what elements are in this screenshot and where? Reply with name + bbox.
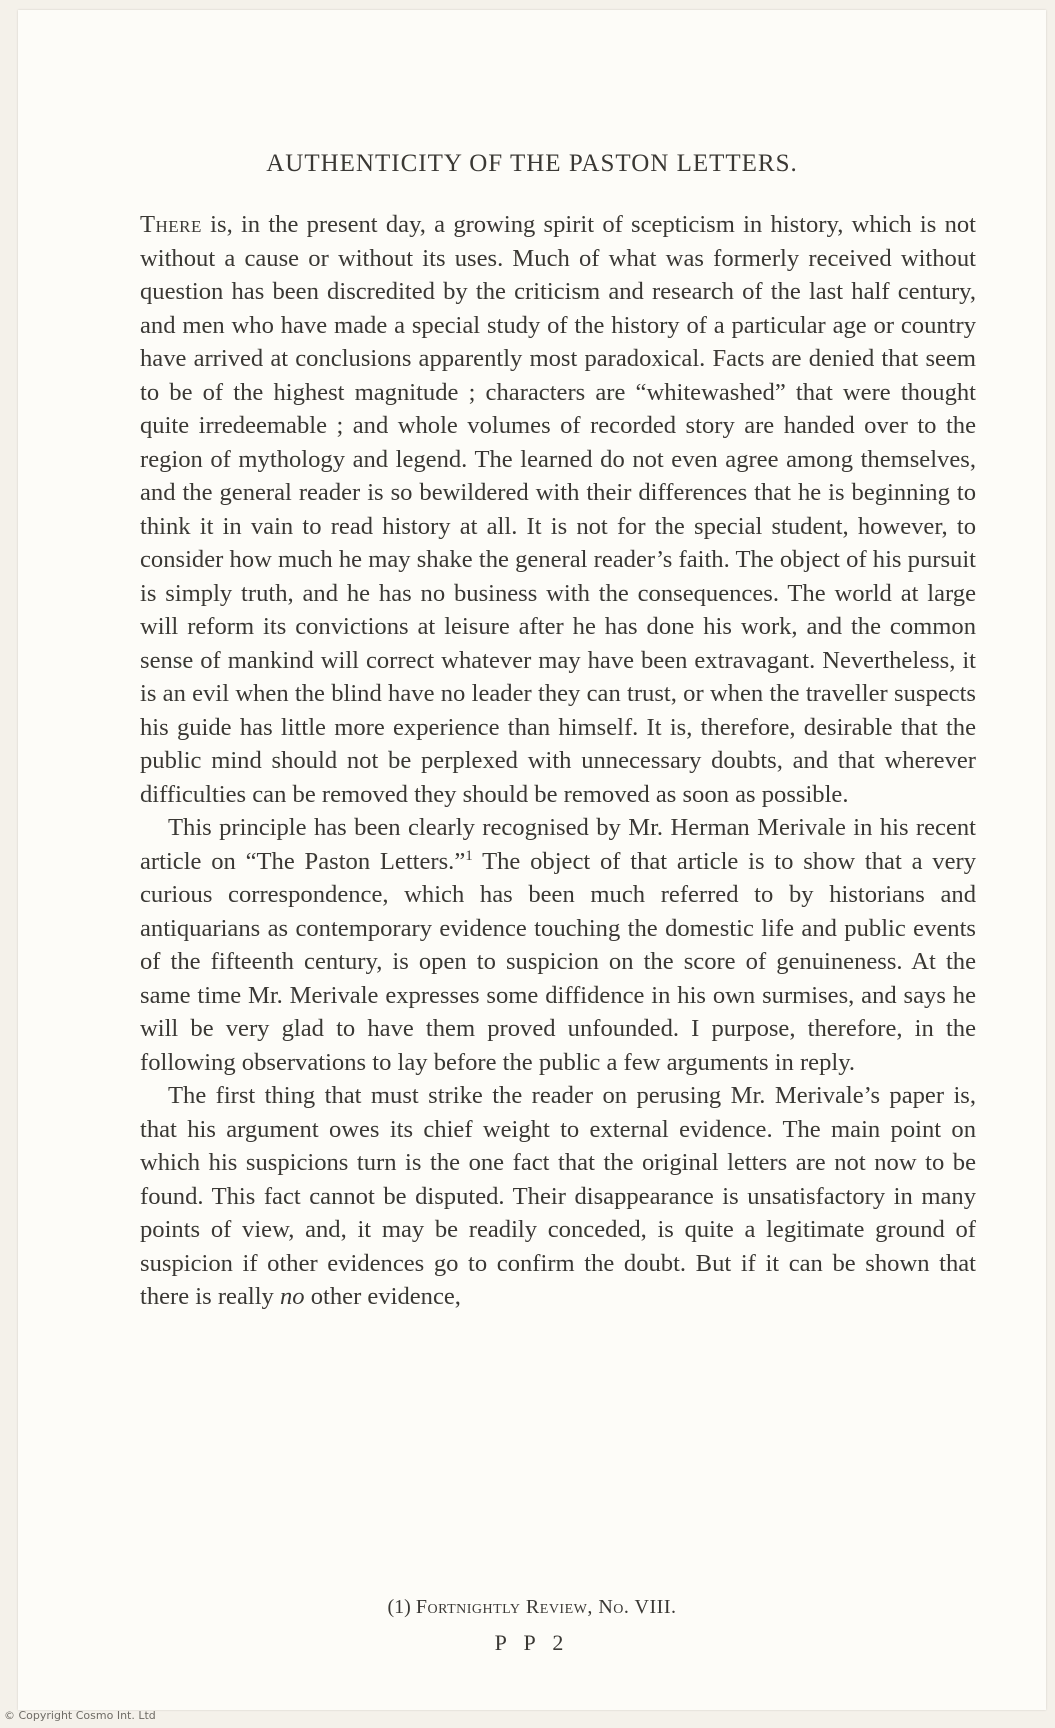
paragraph-3-text: The first thing that must strike the reader on perusing Mr. Merivale’s paper is, that his argument owes its chief weight to external evidence. The main point on which his suspicions turn is the one fact that the original letters are not now to be found. This fact cannot be disputed. Their disappearance is unsatisfactory in many points of view, and, it may be readily conceded, is quite a legitimate ground of suspicion if other evidences go to confirm the doubt. But if it can be shown that there is really: [140, 1082, 976, 1310]
paragraph-1: [140, 208, 976, 811]
paragraph-3-end: other evidence,: [304, 1283, 461, 1310]
footnote-number: (1): [387, 1596, 411, 1618]
article-title: AUTHENTICITY OF THE PASTON LETTERS.: [266, 150, 798, 177]
article-body: [140, 208, 976, 1314]
emphasis: no: [280, 1283, 305, 1310]
paragraph-3: [140, 1079, 976, 1314]
paragraph-2: [140, 811, 976, 1079]
book-page: [18, 10, 1046, 1710]
footnote-marker: 1: [465, 847, 473, 864]
paragraph-1-text: is, in the present day, a growing spirit of scepticism in history, which is not without a cause or without its uses. Much of what was formerly received without question has been discredited by the criticism and research of the last half century, and men who have made a special study of the history of a particular age or country have arrived at conclusions apparently most paradoxical. Facts are denied that seem to be of the highest magnitude ; characters are “whitewashed” that were thought quite irredeemable ; and whole volumes of recorded story are handed over to the region of mythology and legend. The learned do not even agree among themselves, and the general reader is so bewildered with their differences that he is beginning to think it in vain to read history at all. It is not for the special student, however, to consider how much he may shake the general reader’s faith. The object of his pursuit is simply truth, and he has no business with the consequences. The world at large will reform its convictions at leisure after he has done his work, and the common sense of mankind will correct whatever may have been extravagant. Nevertheless, it is an evil when the blind have no leader they can trust, or when the traveller suspects his guide has little more experience than himself. It is, therefore, desirable that the public mind should not be perplexed with unnecessary doubts, and that wherever difficulties can be removed they should be removed as soon as possible.: [140, 211, 976, 808]
paragraph-2-rest: The object of that article is to show that a very curious correspondence, which has been much referred to by historians and antiquarians as contemporary evidence touching the domestic life and public events of the fifteenth century, is open to suspicion on the score of genuineness. At the same time Mr. Merivale expresses some diffidence in his own surmises, and says he will be very glad to have them proved unfounded. I purpose, therefore, in the following observations to lay before the public a few arguments in reply.: [140, 847, 976, 1076]
printer-signature: P P 2: [494, 1630, 570, 1655]
copyright-notice: © Copyright Cosmo Int. Ltd: [4, 1709, 156, 1722]
footnote-text: Fortnightly Review, No. VIII.: [415, 1596, 677, 1618]
footnote: [18, 1596, 1046, 1619]
drop-word: There: [140, 211, 202, 238]
paragraph-2-text: This principle has been clearly recognised by Mr. Herman Merivale in his recent article on “The Paston Letters.”: [140, 814, 976, 875]
